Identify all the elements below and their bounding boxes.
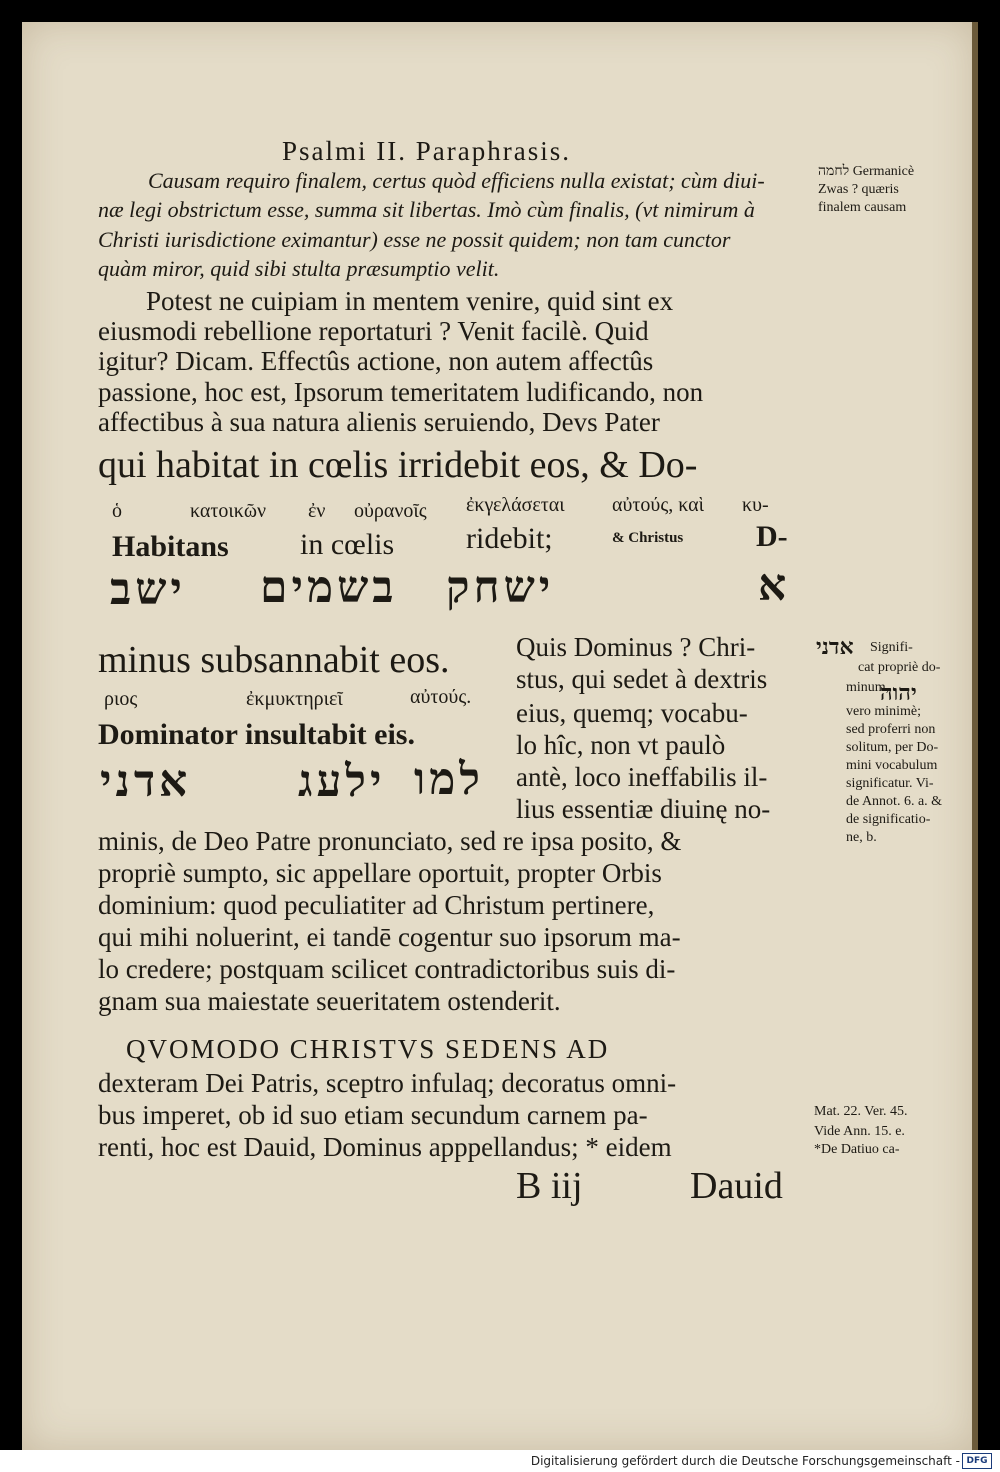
signature-mark: B iij: [516, 1165, 583, 1207]
verse-greek-word: αὐτούς, καὶ: [612, 494, 705, 516]
dfg-logo: DFG: [962, 1453, 992, 1469]
margin-note-line: Zwas ? quæris: [818, 182, 899, 197]
margin-note-line: Signifi-: [870, 640, 913, 655]
margin-note-line: significatur. Vi-: [846, 776, 934, 791]
margin-note-hebrew: אדני: [816, 634, 854, 659]
body-line: passione, hoc est, Ipsorum temeritatem ludificando, non: [98, 377, 704, 407]
verse-greek-word: οὐρανοῖς: [354, 500, 427, 522]
body-line: Potest ne cuipiam in mentem venire, quid sint ex: [146, 286, 674, 316]
margin-note-line: minum,: [846, 680, 890, 695]
body-line: dominium: quod peculiatiter ad Christum pertinere,: [98, 890, 655, 920]
margin-note-line: ne, b.: [846, 830, 877, 845]
margin-note-line: Vide Ann. 15. e.: [814, 1124, 905, 1139]
verse-latin-line: qui habitat in cœlis irridebit eos, & Do-: [98, 444, 698, 486]
verse-greek-word: ριος: [104, 688, 138, 710]
intro-line: quàm miror, quid sibi stulta præsumptio velit.: [98, 256, 500, 281]
margin-note-line: לחמה Germanicè: [818, 164, 915, 179]
intro-line: Causam requiro finalem, certus quòd efficiens nulla existat; cùm diui-: [148, 168, 765, 193]
verse-gloss-word: & Christus: [612, 530, 684, 546]
verse-hebrew-word: ישב: [110, 565, 186, 614]
footer-credit: Digitalisierung gefördert durch die Deutsche Forschungsgemeinschaft -: [530, 1454, 960, 1468]
body-line: lo credere; postquam scilicet contradictoribus suis di-: [98, 954, 676, 984]
page-binding-edge: [972, 22, 978, 1450]
verse-gloss-word: D-: [756, 520, 788, 553]
verse-hebrew-word: למו: [414, 755, 484, 804]
intro-line: Christi iurisdictione eximantur) esse ne possit quidem; non tam cunctor: [98, 227, 731, 252]
verse-greek-word: αὐτούς.: [410, 686, 472, 708]
margin-note-line: de significatio-: [846, 812, 931, 827]
section-line: bus imperet, ob id suo etiam secundum carnem pa-: [98, 1100, 648, 1130]
verse-hebrew-word: אדני: [100, 757, 192, 806]
intro-line: næ legi obstrictum esse, summa sit libertas. Imò cùm finalis, (vt nimirum à: [98, 197, 755, 222]
verse-gloss-line: Dominator insultabit eis.: [98, 718, 415, 751]
verse-greek-word: ὁ: [112, 500, 122, 522]
verse-greek-word: ἐν: [308, 500, 326, 522]
verse-gloss-word: ridebit;: [466, 522, 553, 555]
body-line: igitur? Dicam. Effectûs actione, non autem affectûs: [98, 346, 654, 376]
verse-greek-word: ἐκγελάσεται: [466, 494, 565, 516]
margin-note-line: finalem causam: [818, 200, 907, 215]
margin-note-line: *De Datiuo ca-: [814, 1142, 900, 1157]
margin-note-line: vero minimè;: [846, 704, 922, 719]
margin-note-hebrew: יהוה: [880, 680, 917, 705]
section-line: dexteram Dei Patris, sceptro infulaq; decoratus omni-: [98, 1068, 677, 1098]
body-line: qui mihi noluerint, ei tandē cogentur suo ipsorum ma-: [98, 922, 681, 952]
margin-note-line: cat propriè do-: [858, 660, 941, 675]
verse-gloss-word: in cœlis: [300, 528, 395, 561]
verse-greek-word: κυ-: [742, 494, 769, 516]
catchword: Dauid: [690, 1165, 783, 1207]
margin-note-line: sed proferri non: [846, 722, 936, 737]
section-heading-line: QVOMODO CHRISTVS SEDENS AD: [126, 1034, 610, 1064]
verse-greek-word: κατοικῶν: [190, 500, 267, 522]
right-column-line: lius essentiæ diuinę no-: [516, 794, 771, 824]
verse-hebrew-word: א: [758, 561, 791, 610]
verse-latin-line: minus subsannabit eos.: [98, 639, 450, 681]
margin-note-line: de Annot. 6. a. &: [846, 794, 943, 809]
margin-note-line: solitum, per Do-: [846, 740, 939, 755]
right-column-line: eius, quemq; vocabu-: [516, 698, 748, 728]
body-line: eiusmodi rebellione reportaturi ? Venit facilè. Quid: [98, 316, 649, 346]
body-line: affectibus à sua natura alienis seruiendo, Devs Pater: [98, 407, 660, 437]
margin-note-line: mini vocabulum: [846, 758, 938, 773]
section-line: renti, hoc est Dauid, Dominus apppellandus; * eidem: [98, 1132, 672, 1162]
verse-greek-word: ἐκμυκτηριεῖ: [246, 688, 343, 710]
running-head: Psalmi II. Paraphrasis.: [282, 136, 571, 166]
right-column-line: lo hîc, non vt paulò: [516, 730, 726, 760]
verse-hebrew-word: ישחק: [446, 563, 555, 612]
right-column-line: Quis Dominus ? Chri-: [516, 632, 756, 662]
verse-gloss-word: Habitans: [112, 530, 229, 563]
right-column-line: antè, loco ineffabilis il-: [516, 762, 768, 792]
body-line: gnam sua maiestate seueritatem ostenderit.: [98, 986, 561, 1016]
verse-hebrew-word: בשמים: [260, 563, 398, 612]
right-column-line: stus, qui sedet à dextris: [516, 664, 768, 694]
body-line: minis, de Deo Patre pronunciato, sed re ipsa posito, &: [98, 826, 682, 856]
margin-note-line: Mat. 22. Ver. 45.: [814, 1104, 908, 1119]
body-line: propriè sumpto, sic appellare oportuit, propter Orbis: [98, 858, 662, 888]
verse-hebrew-word: ילעג: [298, 757, 386, 806]
